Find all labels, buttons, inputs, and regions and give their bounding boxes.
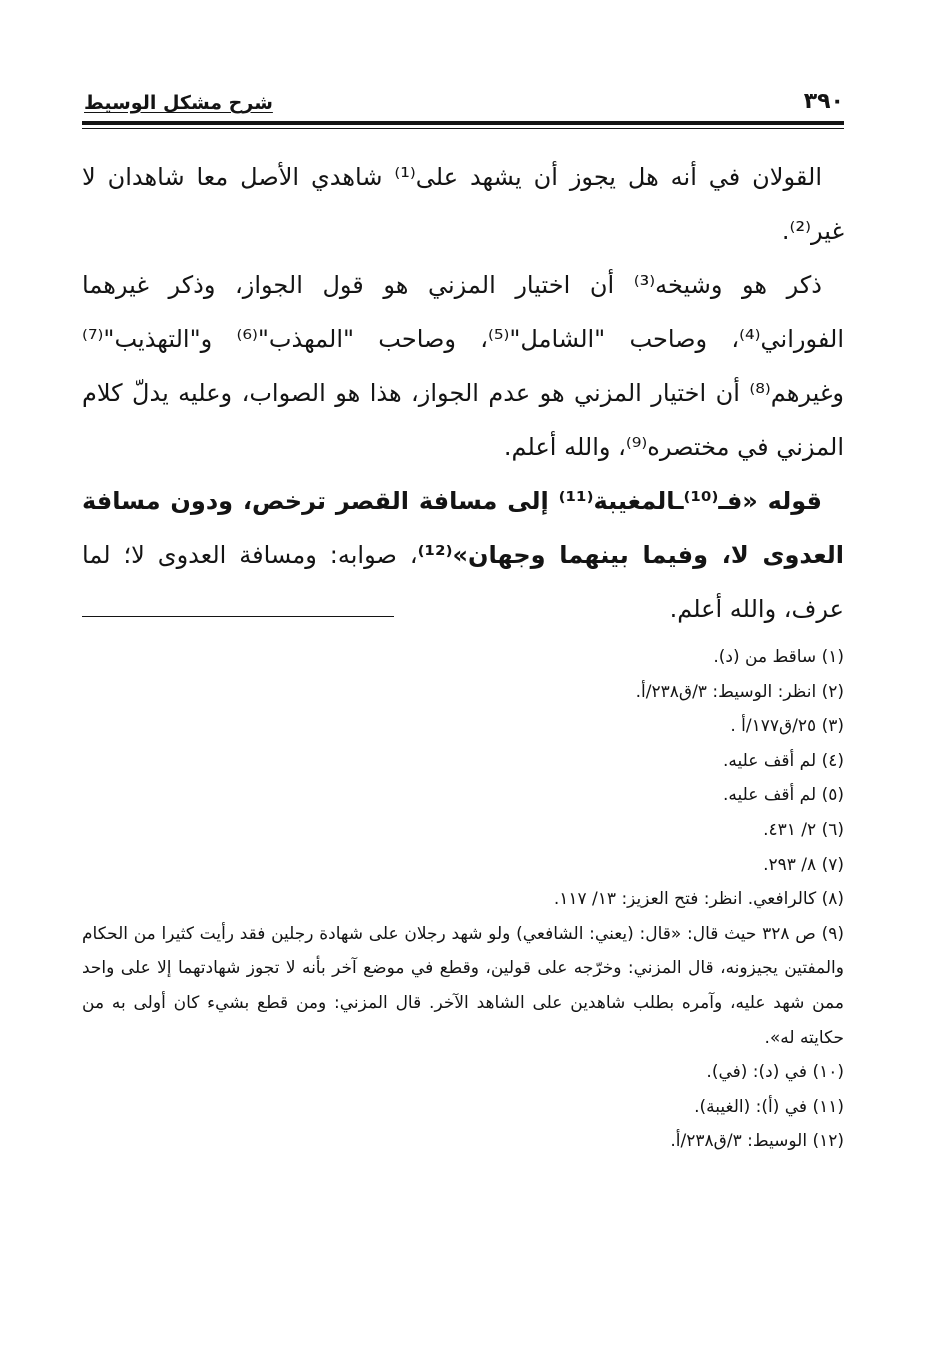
footnote-7: (٧) ٨/ ٢٩٣. [763,854,844,875]
page-number: ٣٩٠ [803,89,844,114]
paragraph-3 [82,474,844,636]
main-text [82,150,844,636]
document-page [82,88,844,1358]
footnote-12: (١٢) الوسيط: ٣/ق٢٣٨/أ. [670,1131,844,1152]
footnote-10: (١٠) في (د): (في). [706,1062,844,1083]
footnote-11: (١١) في (أ): (الغيبة). [694,1096,844,1117]
footnote-6: (٦) ٢/ ٤٣١. [763,819,844,840]
quoted-text: قوله «فـ⁽¹⁰⁾ـالمغيبة⁽¹¹⁾ إلى مسافة القصر ترخص، ودون مسافة العدوى لا، وفيما بينهما وجهان»⁽¹²⁾ [82,487,845,569]
header-rule-thin [82,128,844,129]
footnote-2: (٢) انظر: الوسيط: ٣/ق٢٣٨/أ. [635,681,844,702]
footnotes [82,640,844,1159]
footnote-9: (٩) ص ٣٢٨ حيث قال: «قال: (يعني: الشافعي) ولو شهد رجلان على شهادة رجلين فقد رأيت كثيرا من الحكام والمفتين يجيزونه، قال المزني: وخرّجه على قولين، وقطع في موضع آخر بأنه لا تجوز شهادتهما إلا على واحد ممن شهد عليه، وآمره بطلب شاهدين على الشاهد الآخر. قال المزني: ومن قطع بشيء كان أولى به من حكايته له». [82,923,844,1048]
footnote-1: (١) ساقط من (د). [713,647,844,667]
footnote-3: (٣) ٢٥/ق١٧٧/أ . [730,716,844,737]
footnote-5: (٥) لم أقف عليه. [723,785,844,806]
footnote-separator [82,616,394,617]
paragraph-2: ذكر هو وشيخه⁽³⁾ أن اختيار المزني هو قول الجواز، وذكر غيرهما الفوراني⁽⁴⁾، وصاحب "الشامل"⁽⁵⁾، وصاحب "المهذب"⁽⁶⁾ و"التهذيب"⁽⁷⁾ وغيرهم⁽⁸⁾ أن اختيار المزني هو عدم الجواز، هذا هو الصواب، وعليه يدلّ كلام المزني في مختصره⁽⁹⁾، والله أعلم. [82,271,844,461]
footnote-4: (٤) لم أقف عليه. [723,750,844,771]
paragraph-3-rest: ، صوابه: ومسافة العدوى لا؛ لما عرف، والله أعلم. [82,541,844,623]
paragraph-1: القولان في أنه هل يجوز أن يشهد على⁽¹⁾ شاهدي الأصل معا شاهدان لا غير⁽²⁾. [82,163,844,245]
footnote-8: (٨) كالرافعي. انظر: فتح العزيز: ١٣/ ١١٧. [553,889,844,910]
running-title: شرح مشكل الوسيط [84,92,273,114]
page-header [82,88,844,118]
header-rule-thick [82,121,844,125]
